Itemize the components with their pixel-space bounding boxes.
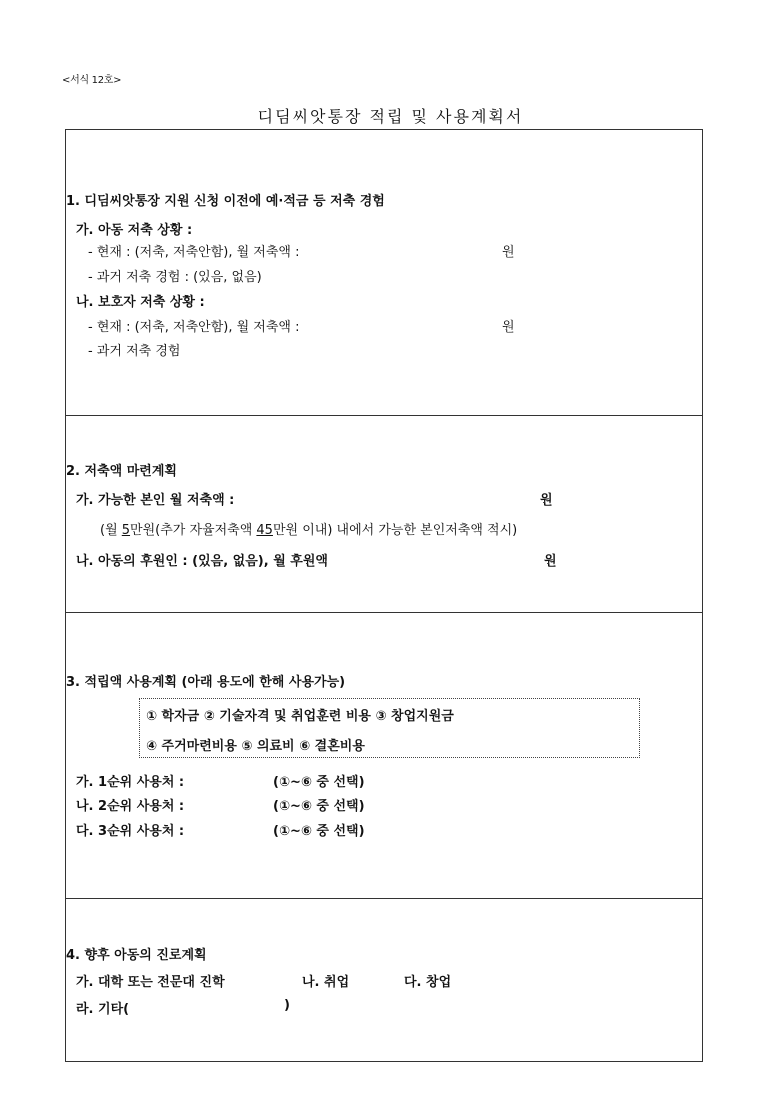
note-part: 만원(추가 자율저축액 <box>130 523 257 538</box>
section-saving-plan <box>66 415 702 612</box>
section2-heading: 2. 저축액 마련계획 <box>66 464 177 479</box>
monthly-saving-unit: 원 <box>540 493 553 508</box>
priority3-hint: (①~⑥ 중 선택) <box>273 824 365 839</box>
section-career-plan <box>66 898 702 1061</box>
guardian-savings-heading: 나. 보호자 저축 상황 : <box>76 295 205 310</box>
form-number: <서식 12호> <box>62 75 122 86</box>
form-table <box>65 129 703 1062</box>
section1-heading: 1. 디딤씨앗통장 지원 신청 이전에 예·적금 등 저축 경험 <box>66 194 385 209</box>
child-current-savings[interactable]: - 현재 : (저축, 저축안함), 월 저축액 : <box>88 245 300 260</box>
allowed-uses-row2: ④ 주거마련비용 ⑤ 의료비 ⑥ 결혼비용 <box>146 739 365 754</box>
saving-limit-note <box>100 519 517 538</box>
child-current-unit: 원 <box>502 245 515 260</box>
document-title: 디딤씨앗통장 적립 및 사용계획서 <box>257 107 524 126</box>
career-option-startup[interactable]: 다. 창업 <box>404 975 452 990</box>
sponsor-label[interactable]: 나. 아동의 후원인 : (있음, 없음), 월 후원액 <box>76 554 328 569</box>
section3-heading: 3. 적립액 사용계획 (아래 용도에 한해 사용가능) <box>66 675 346 690</box>
guardian-past-savings[interactable]: - 과거 저축 경험 <box>88 344 181 359</box>
section4-heading: 4. 향후 아동의 진로계획 <box>66 948 207 963</box>
priority1-hint: (①~⑥ 중 선택) <box>273 775 365 790</box>
note-part: 만원 이내) 내에서 가능한 본인저축액 적시) <box>272 523 518 538</box>
career-option-other[interactable]: 라. 기타( <box>76 1002 130 1017</box>
priority2-hint: (①~⑥ 중 선택) <box>273 799 365 814</box>
priority2-label[interactable]: 나. 2순위 사용처 : <box>76 799 185 814</box>
guardian-current-savings[interactable]: - 현재 : (저축, 저축안함), 월 저축액 : <box>88 320 300 335</box>
priority3-label[interactable]: 다. 3순위 사용처 : <box>76 824 185 839</box>
guardian-current-unit: 원 <box>502 320 515 335</box>
monthly-saving-label[interactable]: 가. 가능한 본인 월 저축액 : <box>76 493 235 508</box>
career-option-employment[interactable]: 나. 취업 <box>302 975 350 990</box>
note-number: 5 <box>121 523 131 538</box>
section-usage-plan <box>66 612 702 898</box>
allowed-uses-row1: ① 학자금 ② 기술자격 및 취업훈련 비용 ③ 창업지원금 <box>146 709 454 724</box>
career-option-college[interactable]: 가. 대학 또는 전문대 진학 <box>76 975 225 990</box>
note-part: (월 <box>100 523 122 538</box>
note-number: 45 <box>256 523 273 538</box>
allowed-uses-box <box>139 698 640 758</box>
sponsor-unit: 원 <box>544 554 557 569</box>
section-savings-experience <box>66 130 702 415</box>
child-savings-heading: 가. 아동 저축 상황 : <box>76 223 193 238</box>
career-option-other-close: ) <box>284 998 290 1013</box>
priority1-label[interactable]: 가. 1순위 사용처 : <box>76 775 185 790</box>
child-past-savings[interactable]: - 과거 저축 경험 : (있음, 없음) <box>88 270 262 285</box>
